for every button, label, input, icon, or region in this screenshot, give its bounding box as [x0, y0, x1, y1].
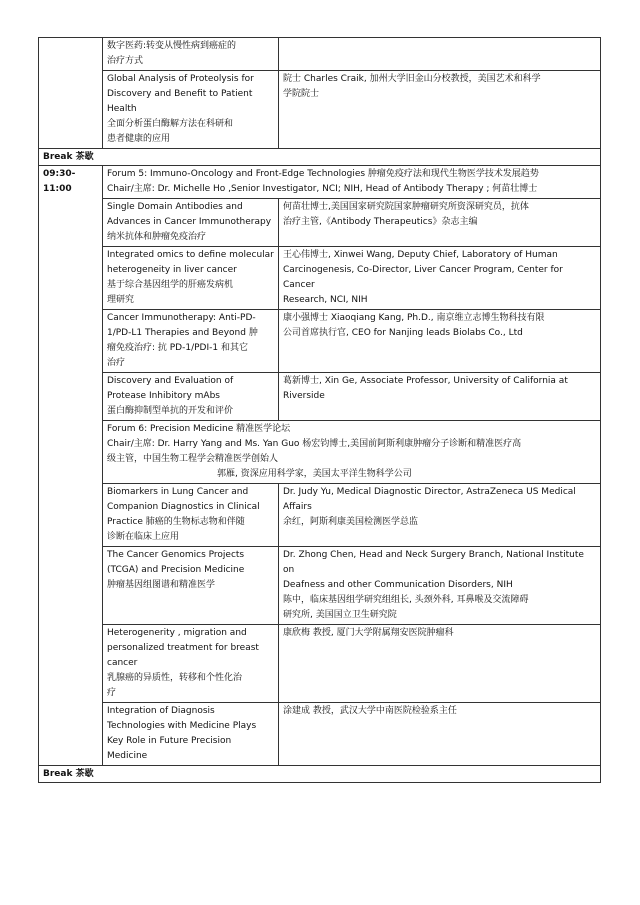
time-line: 11:00 [43, 184, 72, 194]
topic-line: Cancer Immunotherapy: Anti-PD- [107, 313, 256, 323]
talk-speaker [279, 373, 601, 421]
talk-speaker [279, 484, 601, 547]
talk-topic [103, 38, 279, 71]
forum-header-row [39, 166, 601, 199]
talk-topic [103, 71, 279, 149]
talk-topic [103, 310, 279, 373]
topic-line: Discovery and Evaluation of [107, 376, 234, 386]
topic-line: Key Role in Future Precision [107, 736, 232, 746]
topic-line: Single Domain Antibodies and [107, 202, 243, 212]
speaker-line: Deafness and other Communication Disorders, NIH [283, 580, 513, 590]
speaker-line: Affairs [283, 502, 312, 512]
topic-line: Heterogenerity , migration and [107, 628, 247, 638]
topic-line: Health [107, 104, 137, 114]
speaker-line: Riverside [283, 391, 325, 401]
topic-line: 蛋白酶抑制型单抗的开发和评价 [107, 406, 234, 416]
session-row [39, 547, 601, 625]
session-row [39, 247, 601, 310]
speaker-line: 治疗主管,《Antibody Therapeutics》杂志主编 [283, 217, 478, 227]
break-row [39, 149, 601, 166]
topic-line: Biomarkers in Lung Cancer and [107, 487, 249, 497]
session-row [39, 310, 601, 373]
talk-topic [103, 247, 279, 310]
topic-line: Discovery and Benefit to Patient [107, 89, 253, 99]
talk-speaker [279, 547, 601, 625]
schedule-body [39, 38, 601, 783]
speaker-line: Dr. Judy Yu, Medical Diagnostic Director, AstraZeneca US Medical [283, 487, 576, 497]
speaker-line: 研究所, 美国国立卫生研究院 [283, 610, 397, 620]
topic-line: Protease Inhibitory mAbs [107, 391, 220, 401]
forum-header [103, 166, 601, 199]
speaker-line: 何苗壮博士,美国国家研究院国家肿瘤研究所资深研究员，抗体 [283, 202, 529, 212]
speaker-line: 王心伟博士, Xinwei Wang, Deputy Chief, Laboratory of Human [283, 250, 558, 260]
topic-line: 理研究 [107, 295, 135, 305]
topic-line: Global Analysis of Proteolysis for [107, 74, 254, 84]
talk-topic [103, 484, 279, 547]
talk-speaker [279, 38, 601, 71]
talk-topic [103, 547, 279, 625]
topic-line: 全面分析蛋白酶解方法在科研和 [107, 119, 234, 129]
session-time [39, 166, 103, 766]
forum-title: Forum 6: Precision Medicine 精准医学论坛 [107, 424, 291, 434]
forum-chair: Chair/主席: Dr. Michelle Ho ,Senior Investigator, NCI; NIH, Head of Antibody Therapy ; 何苗壮博士 [107, 184, 538, 194]
break-label: Break 茶歇 [39, 149, 601, 166]
break-label: Break 茶歇 [39, 766, 601, 783]
topic-line: 纳米抗体和肿瘤免疫治疗 [107, 232, 207, 242]
session-row [39, 625, 601, 703]
forum-chair: 郭雁, 资深应用科学家，美国太平洋生物科学公司 [217, 469, 412, 479]
session-row [39, 71, 601, 149]
speaker-line: 葛新博士, Xin Ge, Associate Professor, University of California at [283, 376, 568, 386]
topic-line: Advances in Cancer Immunotherapy [107, 217, 272, 227]
schedule-table [38, 37, 601, 783]
talk-topic [103, 199, 279, 247]
topic-line: 乳腺癌的异质性，转移和个性化治 [107, 673, 243, 683]
talk-topic [103, 703, 279, 766]
topic-line: Practice 肺癌的生物标志物和伴随 [107, 517, 245, 527]
speaker-line: 陈中，临床基因组学研究组组长, 头颈外科, 耳鼻喉及交流障碍 [283, 595, 529, 605]
break-row [39, 766, 601, 783]
talk-topic [103, 625, 279, 703]
forum-title: Forum 5: Immuno-Oncology and Front-Edge Technologies 肿瘤免疫疗法和现代生物医学技术发展趋势 [107, 169, 539, 179]
session-row [39, 484, 601, 547]
topic-line: Integration of Diagnosis [107, 706, 215, 716]
talk-speaker [279, 625, 601, 703]
time-line: 09:30- [43, 169, 76, 179]
forum-header [103, 421, 601, 484]
topic-line: 疗 [107, 688, 117, 698]
topic-line: Technologies with Medicine Plays [107, 721, 257, 731]
topic-line: 基于综合基因组学的肝癌发病机 [107, 280, 234, 290]
speaker-line: 康小强博士 Xiaoqiang Kang, Ph.D., 南京维立志博生物科技有限 [283, 313, 545, 323]
time-cell-empty [39, 38, 103, 149]
topic-line: (TCGA) and Precision Medicine [107, 565, 245, 575]
speaker-line: 院士 Charles Craik, 加州大学旧金山分校教授，美国艺术和科学 [283, 74, 541, 84]
talk-speaker [279, 247, 601, 310]
speaker-line: Carcinogenesis, Co-Director, Liver Cancer Program, Center for Cancer [283, 265, 563, 290]
topic-line: Medicine [107, 751, 148, 761]
topic-line: 1/PD-L1 Therapies and Beyond 肿 [107, 328, 258, 338]
speaker-line: 余红，阿斯利康美国检测医学总监 [283, 517, 419, 527]
speaker-line: 康欣梅 教授, 厦门大学附属翔安医院肿瘤科 [283, 628, 454, 638]
speaker-line: 涂建成 教授，武汉大学中南医院检验系主任 [283, 706, 457, 716]
forum-header-row [39, 421, 601, 484]
topic-line: 诊断在临床上应用 [107, 532, 180, 542]
forum-chair: Chair/主席: Dr. Harry Yang and Ms. Yan Guo 杨宏钧博士,美国前阿斯利康肿瘤分子诊断和精准医疗高 [107, 439, 522, 449]
forum-chair: 级主管，中国生物工程学会精准医学创始人 [107, 454, 279, 464]
topic-line: 治疗方式 [107, 56, 144, 66]
topic-line: heterogeneity in liver cancer [107, 265, 237, 275]
session-row [39, 373, 601, 421]
topic-line: 治疗 [107, 358, 126, 368]
session-row [39, 703, 601, 766]
session-row [39, 38, 601, 71]
speaker-line: Research, NCI, NIH [283, 295, 368, 305]
topic-line: personalized treatment for breast [107, 643, 259, 653]
speaker-line: 公司首席执行官, CEO for Nanjing leads Biolabs Co., Ltd [283, 328, 523, 338]
speaker-line: 学院院士 [283, 89, 320, 99]
talk-speaker [279, 703, 601, 766]
topic-line: 数字医药:转变从慢性病到癌症的 [107, 41, 237, 51]
talk-speaker [279, 199, 601, 247]
topic-line: 患者健康的应用 [107, 134, 171, 144]
session-row [39, 199, 601, 247]
topic-line: cancer [107, 658, 138, 668]
topic-line: Companion Diagnostics in Clinical [107, 502, 260, 512]
topic-line: The Cancer Genomics Projects [107, 550, 245, 560]
talk-topic [103, 373, 279, 421]
talk-speaker [279, 71, 601, 149]
topic-line: 肿瘤基因组图谱和精准医学 [107, 580, 216, 590]
speaker-line: Dr. Zhong Chen, Head and Neck Surgery Branch, National Institute on [283, 550, 584, 575]
topic-line: Integrated omics to define molecular [107, 250, 274, 260]
topic-line: 瘤免疫治疗: 抗 PD-1/PDI-1 和其它 [107, 343, 248, 353]
talk-speaker [279, 310, 601, 373]
